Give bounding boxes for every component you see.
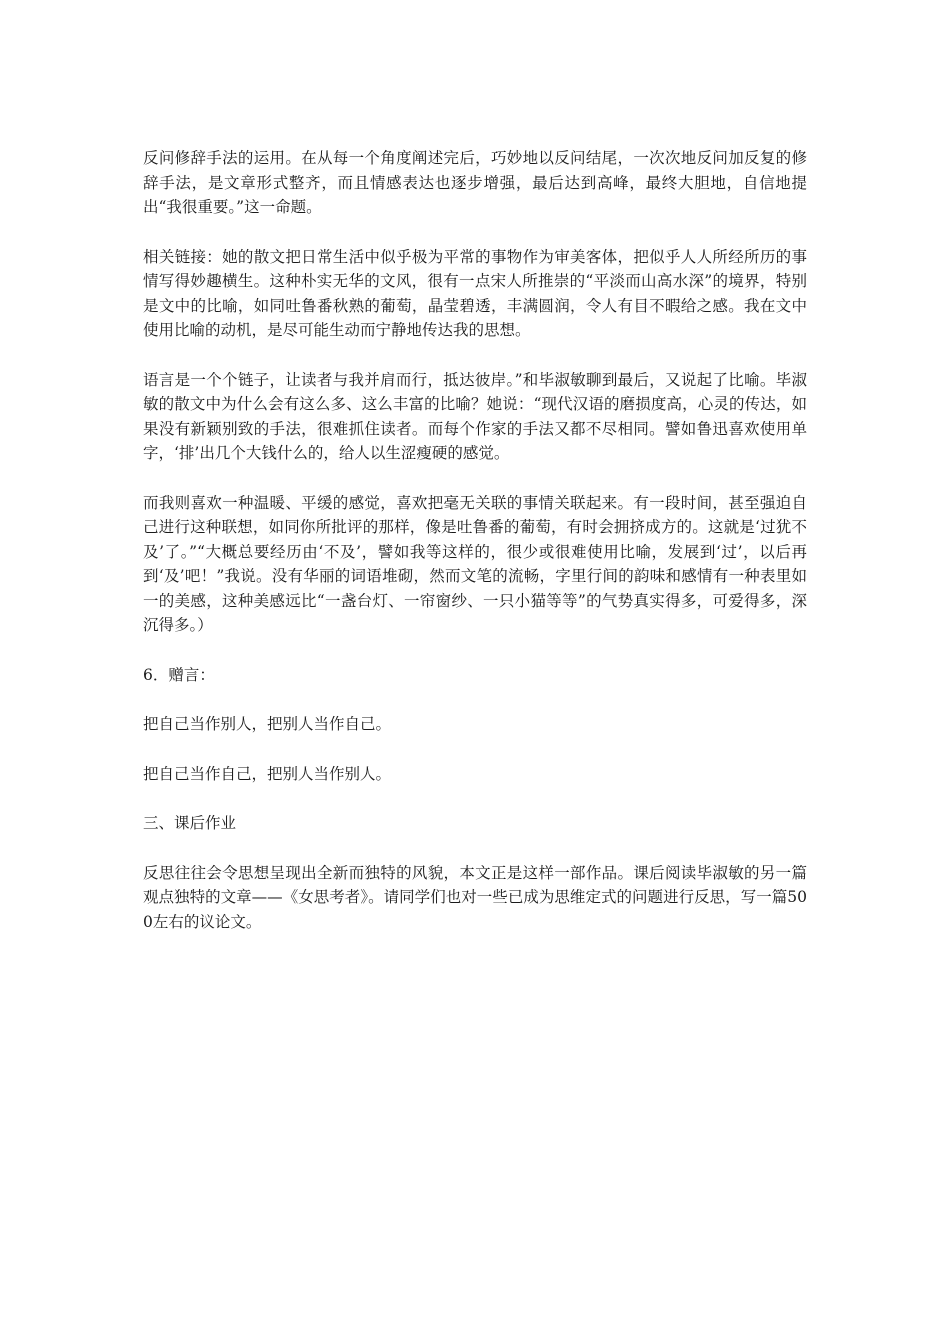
section-heading-gift-words: 6．赠言： [143, 665, 215, 684]
section-heading-homework: 三、课后作业 [143, 814, 237, 832]
gift-words-line-1: 把自己当作别人，把别人当作自己。 [143, 715, 392, 733]
paragraph-rhetoric-analysis: 反问修辞手法的运用。在从每一个角度阐述完后，巧妙地以反问结尾，一次次地反问加反复的修辞手法，是文章形式整齐，而且情感表达也逐步增强，最后达到高峰，最终大胆地，自信地提出“我很重要。”这一命题。 [143, 149, 807, 216]
paragraph-language-chain: 语言是一个个链子，让读者与我并肩而行，抵达彼岸。”和毕淑敏聊到最后，又说起了比喻。毕淑敏的散文中为什么会有这么多、这么丰富的比喻？她说：“现代汉语的磨损度高，心灵的传达，如果没有新颖别致的手法，很难抓住读者。而每个作家的手法又都不尽相同。譬如鲁迅喜欢使用单字，‘排’出几个大钱什么的，给人以生涩瘦硬的感觉。 [143, 370, 807, 462]
document-body [143, 146, 807, 959]
gift-words-line-2: 把自己当作自己，把别人当作别人。 [143, 764, 392, 783]
paragraph-related-link: 相关链接：她的散文把日常生活中似乎极为平常的事物作为审美客体，把似乎人人所经所历的事情写得妙趣横生。这种朴实无华的文风，很有一点宋人所推崇的“平淡而山高水深”的境界，特别是文中的比喻，如同吐鲁番秋熟的葡萄，晶莹碧透，丰满圆润，令人有目不暇给之感。我在文中使用比喻的动机，是尽可能生动而宁静地传达我的思想。 [143, 247, 807, 339]
paragraph-homework: 反思往往会令思想呈现出全新而独特的风貌，本文正是这样一部作品。课后阅读毕淑敏的另一篇观点独特的文章——《女思考者》。请同学们也对一些已成为思维定式的问题进行反思，写一篇500左右的议论文。 [143, 863, 807, 931]
paragraph-warm-style: 而我则喜欢一种温暖、平缓的感觉，喜欢把毫无关联的事情关联起来。有一段时间，甚至强迫自己进行这种联想，如同你所批评的那样，像是吐鲁番的葡萄，有时会拥挤成方的。这就是‘过犹不及’了。”“大概总要经历由‘不及’，譬如我等这样的，很少或很难使用比喻，发展到‘过’，以后再到‘及’吧！”我说。没有华丽的词语堆砌，然而文笔的流畅，字里行间的韵味和感情有一种表里如一的美感，这种美感远比“一盏台灯、一帘窗纱、一只小猫等等”的气势真实得多，可爱得多，深沉得多。） [143, 493, 807, 634]
